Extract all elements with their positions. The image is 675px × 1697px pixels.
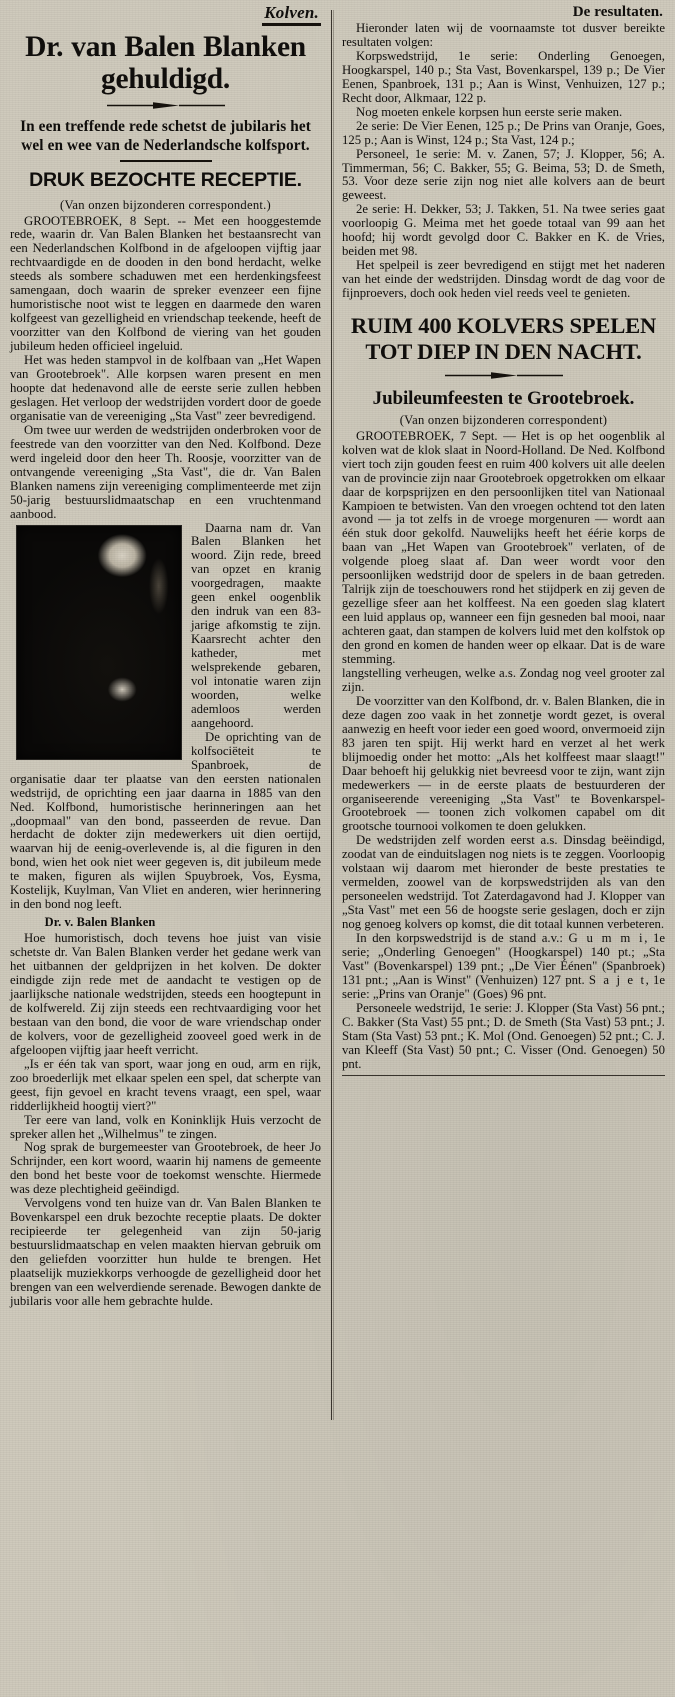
results-list-personeel: Personeel, 1e serie: M. v. Zanen, 57; J. Klopper, 56; A. Timmerman, 56; C. Bakker, 55; G. Beima, 53; D. de Smeth, 53. Voor deze serie zijn nog niet alle kolvers aan de beurt geweest. <box>342 146 665 203</box>
correspondent-credit: (Van onzen bijzonderen correspondent) <box>399 412 608 427</box>
masthead <box>10 4 321 26</box>
paragraph: Nog moeten enkele korpsen hun eerste serie maken. <box>356 104 623 119</box>
ornament-divider <box>342 371 665 380</box>
ornament-divider <box>10 101 321 110</box>
column-end-rule <box>342 1075 665 1076</box>
secondary-headline: RUIM 400 KOLVERS SPELEN TOT DIEP IN DEN NACHT. <box>350 313 657 365</box>
results-list-korps: Korpswedstrijd, 1e serie: Onderling Genoegen, Hoogkarspel, 140 p.; Sta Vast, Bovenkarspel, 139 p.; De Vier Eenen, Spanbroek, 131 p.; Aan is Winst, Venhuizen, 127 p.; Recht door, Alkmaar, 122 p. <box>342 48 665 105</box>
section-label: Kolven. <box>262 4 321 26</box>
correspondent-credit: (Van onzen bijzonderen correspondent.) <box>60 197 271 212</box>
standings-class-gummi: G u m m i <box>568 931 645 946</box>
paragraph: Daarna nam dr. Van Balen Blanken het woord. Zijn rede, breed van opzet en kranig voorgedragen, maakte geen enkel oogenblik den indruk van een 83-jarige afkomstig te zijn. Kaarsrecht achter den katheder, met welsprekende gebaren, vol intonatie waren zijn woorden, welke ademloos werden aangehoord. <box>191 520 321 730</box>
paragraph: Het was heden stampvol in de kolfbaan van „Het Wapen van Grootebroek". Alle korpsen waren present en men hoopte dat hedenavond alle de eerste serie zullen hebben geslagen. Het verloop der wedstrijden vordert door de goede organisatie van de vereeniging „Sta Vast" zeer bevredigend. <box>10 353 321 423</box>
column-divider <box>331 10 332 1420</box>
paragraph: De oprichting van de kolfsociëteit te Spanbroek, de organisatie daar ter plaatse van den eersten nationalen wedstrijd, de oprichting een jaar daarna in 1885 van den Ned. Kolfbond, humoristische herinneringen aan het „doopmaal" van den bond, passeerden de revue. Dan herdacht de dokter zijn medewerkers uit dien oertijd, waarvan hij de eenig-overlevende is, al die figuren in den bond, wien het ook niet weer gegeven is, dit jubileum mede te maken, figuren als wijlen Spuybroek, Vos, Eysma, Kostelijk, Kuylman, Van Vliet en anderen, wier herinnering in den bond nog leeft. <box>10 729 321 912</box>
paragraph: GROOTEBROEK, 8 Sept. -- Met een hooggestemde rede, waarin dr. Van Balen Blanken het bestaansrecht van een Nederlandschen Kolfbond in de afgeloopen vijftig jaar rechtvaardigde en de dooden in den bond herdacht, welke steeds als sombere schaduwen met een herdenkingsfeest samengaan, doch waarin de spreker evenzeer een fijne humoristische noot wist te leggen en daarmede den waren kolfgeest van gezelligheid en vriendschap teekende, heeft de voorzitter van den Kolfbond de viering van het gouden jubileum heden officieel ingeluid. <box>10 213 321 354</box>
paragraph-orphan: langstelling verheugen, welke a.s. Zondag nog veel grooter zal zijn. <box>342 665 665 694</box>
paragraph: Het spelpeil is zeer bevredigend en stijgt met het naderen van het einde der wedstrijden. Dinsdag wordt de dag voor de fijnproevers, doch ook heden viel reeds veel te genieten. <box>342 258 665 301</box>
subheadline: In een treffende rede schetst de jubilaris het wel en wee van de Nederlandsche kolfsport. <box>20 117 311 154</box>
photo-caption: Dr. v. Balen Blanken <box>44 915 156 930</box>
paragraph: „Is er één tak van sport, waar jong en oud, arm en rijk, zoo broederlijk met elkaar spelen een spel, dat scherpte van geest, fijn gevoel en kracht tevens vraagt, een spel, waar ridderlijkheid hoogtij viert?" <box>10 1056 321 1113</box>
column-divider-shadow <box>333 10 334 1420</box>
standings-sajet-body: , 1e serie: „Prins van Oranje" (Goes) 96 pnt. <box>342 972 666 1001</box>
paragraph: Hoe humoristisch, doch tevens hoe juist van visie schetste dr. Van Balen Blanken verder het gedane werk van het uitbannen der geldprijzen in het kolven. De dokter eindigde zijn rede met de aandacht te vestigen op de jaarlijksche nationale wedstrijden, steeds een hoogtepunt in de kolfwereld. Zij zijn steeds een rechtvaardiging voor het bestaan van den bond, die voor de ware vriendschap onder de kolvers, voor de gezelligheid zooveel goed werk in de afgeloopen vijftig jaar heeft verricht. <box>10 931 321 1057</box>
standings-gummi-body: , 1e serie; „Onderling Genoegen" (Hoogkarspel) 140 pt.; „Sta Vast" (Bovenkarspel) 139 pnt.; „De Vier Éénen" (Spanbroek) 131 pnt.; „Aan is Winst" (Venhuizen) 127 pnt. <box>342 931 665 987</box>
rule-divider <box>120 160 212 162</box>
standings-korps <box>342 932 665 1002</box>
results-list-personeel-serie2: 2e serie: H. Dekker, 53; J. Takken, 51. Na twee series gaat voorloopig G. Meima met het goede totaal van 99 aan het hoofd; hij wordt gevolgd door C. Bakker en K. de Vries, beiden met 98. <box>342 202 665 259</box>
page-title: Dr. van Balen Blanken gehuldigd. <box>25 30 306 95</box>
paragraph: Om twee uur werden de wedstrijden onderbroken voor de feestrede van den voorzitter van den Ned. Kolfbond. Deze werd ingeleid door den heer Th. Roosje, voorzitter van de ontvangende vereeniging „Sta Vast", die dr. Van Balen Blanken namens zijn vereeniging complimenteerde met zijn 50-jarig bestuurslidmaatschap en een vruchtenmand aanbood. <box>10 422 321 521</box>
paragraph: Hieronder laten wij de voornaamste tot dusver bereikte resultaten volgen: <box>342 21 665 49</box>
paragraph: De voorzitter van den Kolfbond, dr. v. Balen Blanken, die in deze dagen zoo vaak in het zonnetje wordt gezet, is overal aanwezig en heeft voor ieder een goed woord, onvermoeid zijn 83 jaren ten spijt. Hij werkt hard en verzet al het werk blijmoedig onder het motto: „Als het kolffeest maar slaagt!" Daar behoeft hij gelukkig niet bevreesd voor te zijn, want zijn medewerkers — in de eerste plaats de bestuurderen der organiseerende vereeniging „Sta Vast" te Bovenkarspel-Grootebroek — toonen zich volkomen capabel om dit grootsche tournooi volkomen te doen gelukken. <box>342 693 665 834</box>
paragraph: Nog sprak de burgemeester van Grootebroek, de heer Jo Schrijnder, een kort woord, waarin hij namens de gemeente den bond het beste voor de toekomst wenschte. Hiermede was deze plechtigheid geëindigd. <box>10 1140 321 1197</box>
section-heading: Jubileumfeesten te Grootebroek. <box>372 387 635 409</box>
right-column <box>330 0 675 1697</box>
paragraph: Ter eere van land, volk en Koninklijk Huis verzocht de spreker allen het „Wilhelmus" te zingen. <box>10 1112 321 1141</box>
paragraph: Vervolgens vond ten huize van dr. Van Balen Blanken te Bovenkarspel een druk bezochte receptie plaats. De dokter recipieerde ter gelegenheid van zijn 50-jarig bestuurslidmaatschap en velen maakten hiervan gebruik om den geliefden voorzitter hun hulde te brengen. Het plaatselijk muziekkorps verhoogde de gezelligheid door het brengen van een welverdiende serenade. Bewogen dankte de jubilaris voor alle hem gebrachte hulde. <box>10 1196 321 1308</box>
kicker-headline: DRUK BEZOCHTE RECEPTIE. <box>29 169 302 192</box>
standings-intro: In den korpswedstrijd is de stand a.v.: <box>356 931 569 946</box>
paragraph: De wedstrijden zelf worden eerst a.s. Dinsdag beëindigd, zoodat van de einduitslagen nog niets is te zeggen. Voorloopig volstaan wij daarom met hieronder de beste prestaties te vermelden, zoowel van de korpswedstrijden als van den personeelen wedstrijd. Tot Zaterdagavond had J. Klopper van „Sta Vast" met een 56 de hoogste serie geslagen, doch er zijn nog genoeg kolvers op komst, die dit totaal kunnen verbeteren. <box>342 833 665 932</box>
portrait-photo <box>16 525 182 760</box>
results-heading: De resultaten. <box>572 4 663 20</box>
standings-personeel: Personeele wedstrijd, 1e serie: J. Klopper (Sta Vast) 56 pnt.; C. Bakker (Sta Vast) 55 pnt.; D. de Smeth (Sta Vast) 53 pnt.; J. Stam (Sta Vast) 53 pnt.; K. Mol (Ond. Genoegen) 52 pnt.; C. J. van Kleeff (Sta Vast) 50 pnt.; C. Visser (Ond. Genoegen) 50 pnt. <box>342 1000 665 1071</box>
standings-class-sajet: S a j e t <box>588 972 646 987</box>
left-column <box>0 0 330 1697</box>
results-list-korps-serie2: 2e serie: De Vier Eenen, 125 p.; De Prins van Oranje, Goes, 125 p.; Aan is Winst, 124 p.; Sta Vast, 124 p.; <box>342 118 665 147</box>
paragraph: GROOTEBROEK, 7 Sept. — Het is op het oogenblik al kolven wat de klok slaat in Noord-Holland. De Ned. Kolfbond viert toch zijn gouden feest en ruim 400 kolvers uit alle deelen van de provincie zijn naar Grootebroek opgetrokken om elkaar daar de korpsprijzen en den persoonlijken titel van Nationaal Kampioen te betwisten. Van den vroegen ochtend tot den laten avond — ja tot zelfs in de vroege morgenuren — wordt aan één stuk door gekolfd. Nauwelijks heeft het éérie korps de baan van „Het Wapen van Grootebroek" verlaten, of de volgende ploeg slaat af. Dan weer wordt voor den persoonlijken wedstrijd door de spelers in de baan getreden. Talrijk zijn de toeschouwers rond het stijdperk en zij geven de gezellige sfeer aan het kolffeest. Na een goeden slag klatert een luid applaus op, wanneer een fijn gesneden bal mooi, naar achteren gaat, dan stampen de kolvers luid met den kolfstok op den grond en komen de handen weer op elkaar. Dat is de ware stemming. <box>342 428 665 666</box>
